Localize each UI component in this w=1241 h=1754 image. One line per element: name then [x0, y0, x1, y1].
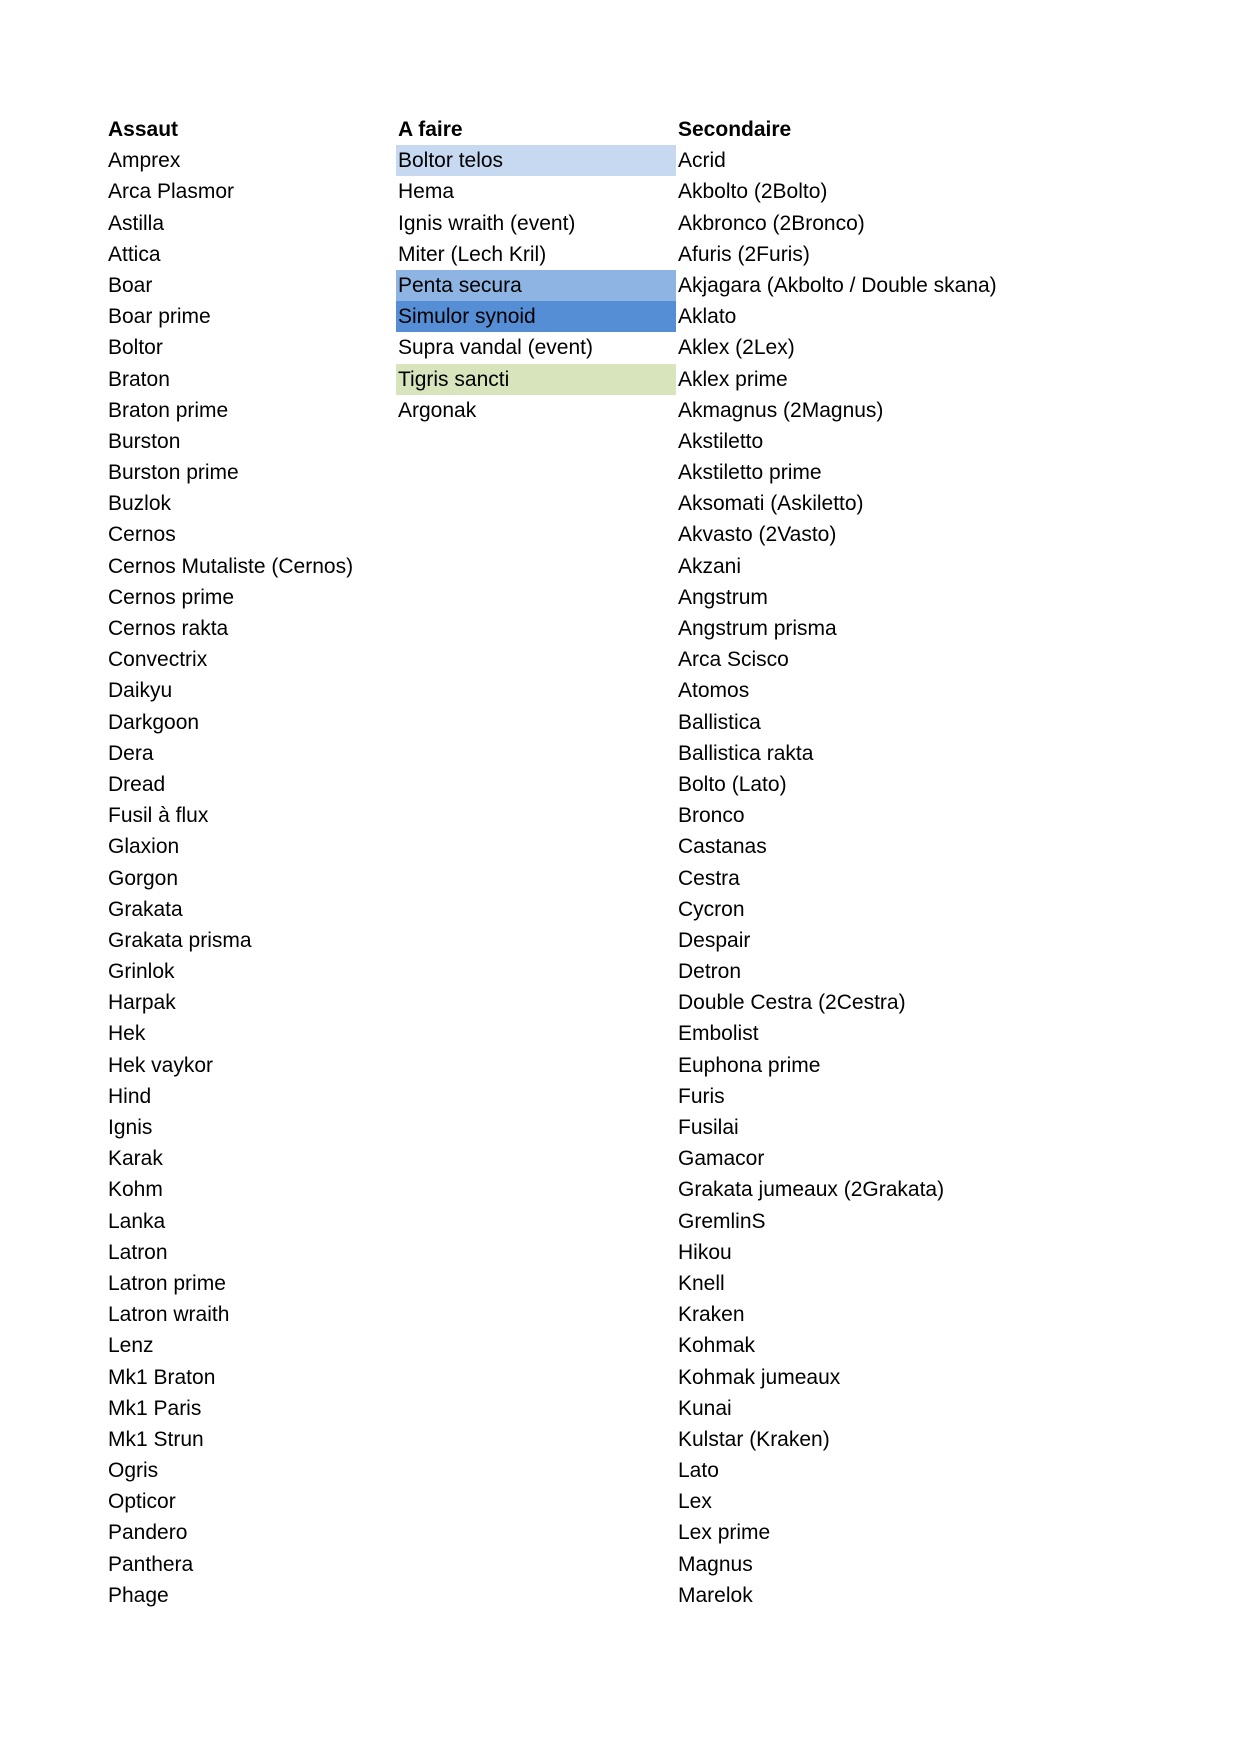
assaut-cell[interactable]: Hek vaykor: [108, 1053, 214, 1077]
secondaire-cell[interactable]: Knell: [678, 1271, 725, 1295]
secondaire-cell[interactable]: Magnus: [678, 1552, 753, 1576]
assaut-cell[interactable]: Kohm: [108, 1178, 163, 1202]
assaut-cell[interactable]: Karak: [108, 1147, 163, 1171]
assaut-cell[interactable]: Astilla: [108, 211, 165, 235]
assaut-cell[interactable]: Fusil à flux: [108, 804, 209, 828]
assaut-cell[interactable]: Latron prime: [108, 1271, 226, 1295]
assaut-cell[interactable]: Ogris: [108, 1459, 159, 1483]
assaut-cell[interactable]: Cernos prime: [108, 585, 235, 609]
secondaire-cell[interactable]: Cycron: [678, 897, 745, 921]
a-faire-cell[interactable]: Hema: [398, 180, 455, 204]
secondaire-cell[interactable]: Aklex prime: [678, 367, 788, 391]
assaut-cell[interactable]: Boar prime: [108, 305, 211, 329]
secondaire-cell[interactable]: Fusilai: [678, 1116, 739, 1139]
a-faire-cell[interactable]: Argonak: [398, 398, 477, 422]
secondaire-cell[interactable]: Aklex (2Lex): [678, 336, 795, 360]
column-header-secondaire[interactable]: Secondaire: [678, 118, 792, 141]
column-a-faire: [396, 114, 676, 426]
a-faire-cell[interactable]: Boltor telos: [396, 145, 676, 176]
secondaire-cell[interactable]: Kohmak: [678, 1334, 756, 1358]
column-header-assaut[interactable]: Assaut: [108, 118, 179, 141]
assaut-cell[interactable]: Lanka: [108, 1209, 166, 1233]
assaut-cell[interactable]: Opticor: [108, 1490, 176, 1514]
assaut-cell[interactable]: Braton: [108, 367, 170, 391]
secondaire-cell[interactable]: Akstiletto prime: [678, 461, 822, 485]
secondaire-cell[interactable]: Furis: [678, 1084, 725, 1108]
secondaire-cell[interactable]: Lex prime: [678, 1521, 771, 1545]
secondaire-cell[interactable]: Euphona prime: [678, 1053, 821, 1077]
secondaire-cell[interactable]: Detron: [678, 960, 742, 984]
a-faire-cell[interactable]: Tigris sancti: [396, 364, 676, 395]
secondaire-cell[interactable]: Kunai: [678, 1396, 732, 1420]
secondaire-cell[interactable]: Gamacor: [678, 1147, 765, 1171]
assaut-cell[interactable]: Convectrix: [108, 648, 208, 672]
assaut-list: [106, 145, 396, 1611]
secondaire-cell[interactable]: Arca Scisco: [678, 648, 789, 672]
assaut-cell[interactable]: Mk1 Braton: [108, 1365, 216, 1389]
assaut-cell[interactable]: Grakata: [108, 897, 183, 921]
assaut-cell[interactable]: Gorgon: [108, 866, 179, 890]
assaut-cell[interactable]: Panthera: [108, 1552, 194, 1576]
secondaire-cell[interactable]: Akstiletto: [678, 429, 764, 453]
secondaire-cell[interactable]: Angstrum prisma: [678, 617, 837, 640]
assaut-cell[interactable]: Hek: [108, 1022, 146, 1046]
secondaire-cell[interactable]: Lex: [678, 1490, 712, 1514]
assaut-cell[interactable]: Dread: [108, 772, 166, 796]
assaut-cell[interactable]: Cernos rakta: [108, 617, 229, 640]
secondaire-cell[interactable]: GremlinS: [678, 1209, 766, 1233]
assaut-cell[interactable]: Latron: [108, 1240, 168, 1264]
secondaire-cell[interactable]: Acrid: [678, 149, 726, 173]
a-faire-cell[interactable]: Supra vandal (event): [398, 336, 593, 360]
assaut-cell[interactable]: Ignis: [108, 1116, 153, 1139]
a-faire-cell[interactable]: Ignis wraith (event): [398, 211, 576, 235]
secondaire-cell[interactable]: Double Cestra (2Cestra): [678, 991, 906, 1015]
assaut-cell[interactable]: Boltor: [108, 336, 163, 360]
secondaire-cell[interactable]: Bolto (Lato): [678, 772, 787, 796]
secondaire-cell[interactable]: Grakata jumeaux (2Grakata): [678, 1178, 945, 1202]
secondaire-cell[interactable]: Aksomati (Askiletto): [678, 492, 864, 516]
secondaire-cell[interactable]: Despair: [678, 928, 751, 952]
assaut-cell[interactable]: Harpak: [108, 991, 176, 1015]
secondaire-cell[interactable]: Marelok: [678, 1583, 753, 1607]
assaut-cell[interactable]: Burston prime: [108, 461, 239, 485]
secondaire-cell[interactable]: Akbronco (2Bronco): [678, 211, 865, 235]
secondaire-cell[interactable]: Ballistica: [678, 710, 761, 734]
assaut-cell[interactable]: Buzlok: [108, 492, 172, 516]
secondaire-cell[interactable]: Atomos: [678, 679, 750, 703]
assaut-cell[interactable]: Darkgoon: [108, 710, 200, 734]
assaut-cell[interactable]: Lenz: [108, 1334, 154, 1358]
assaut-cell[interactable]: Latron wraith: [108, 1303, 230, 1327]
secondaire-cell[interactable]: Hikou: [678, 1240, 732, 1264]
secondaire-cell[interactable]: Akvasto (2Vasto): [678, 523, 837, 547]
assaut-cell[interactable]: Grakata prisma: [108, 928, 252, 952]
secondaire-cell[interactable]: Akmagnus (2Magnus): [678, 398, 884, 422]
a-faire-cell[interactable]: Penta secura: [396, 270, 676, 301]
assaut-cell[interactable]: Amprex: [108, 149, 181, 173]
secondaire-cell[interactable]: Akzani: [678, 554, 742, 578]
secondaire-cell[interactable]: Afuris (2Furis): [678, 242, 810, 266]
secondaire-cell[interactable]: Akbolto (2Bolto): [678, 180, 828, 204]
assaut-cell[interactable]: Mk1 Strun: [108, 1427, 204, 1451]
secondaire-cell[interactable]: Cestra: [678, 866, 740, 890]
assaut-cell[interactable]: Burston: [108, 429, 181, 453]
assaut-cell[interactable]: Attica: [108, 242, 161, 266]
secondaire-cell[interactable]: Castanas: [678, 835, 767, 859]
assaut-cell[interactable]: Glaxion: [108, 835, 180, 859]
assaut-cell[interactable]: Hind: [108, 1084, 152, 1108]
secondaire-cell[interactable]: Embolist: [678, 1022, 759, 1046]
a-faire-list: [396, 145, 676, 426]
column-header-a-faire[interactable]: A faire: [398, 118, 463, 141]
secondaire-cell[interactable]: Bronco: [678, 804, 745, 828]
assaut-cell[interactable]: Grinlok: [108, 960, 175, 984]
secondaire-cell[interactable]: Ballistica rakta: [678, 741, 814, 765]
assaut-cell[interactable]: Mk1 Paris: [108, 1396, 202, 1420]
secondaire-cell[interactable]: Kraken: [678, 1303, 745, 1327]
column-secondaire: [676, 114, 1196, 1611]
assaut-cell[interactable]: Phage: [108, 1583, 169, 1607]
assaut-cell[interactable]: Pandero: [108, 1521, 188, 1545]
assaut-cell[interactable]: Dera: [108, 741, 154, 765]
assaut-cell[interactable]: Arca Plasmor: [108, 180, 235, 204]
assaut-cell[interactable]: Braton prime: [108, 398, 229, 422]
secondaire-list: [676, 145, 1196, 1611]
assaut-cell[interactable]: Cernos: [108, 523, 176, 547]
column-assaut: [106, 114, 396, 1611]
a-faire-cell[interactable]: Simulor synoid: [396, 301, 676, 332]
secondaire-cell[interactable]: Angstrum: [678, 585, 768, 609]
assaut-cell[interactable]: Daikyu: [108, 679, 173, 703]
a-faire-cell[interactable]: Miter (Lech Kril): [398, 242, 547, 266]
secondaire-cell[interactable]: Lato: [678, 1459, 719, 1483]
secondaire-cell[interactable]: Aklato: [678, 305, 737, 329]
secondaire-cell[interactable]: Akjagara (Akbolto / Double skana): [678, 273, 997, 297]
secondaire-cell[interactable]: Kulstar (Kraken): [678, 1427, 830, 1451]
assaut-cell[interactable]: Boar: [108, 273, 153, 297]
assaut-cell[interactable]: Cernos Mutaliste (Cernos): [108, 554, 354, 578]
secondaire-cell[interactable]: Kohmak jumeaux: [678, 1365, 841, 1389]
